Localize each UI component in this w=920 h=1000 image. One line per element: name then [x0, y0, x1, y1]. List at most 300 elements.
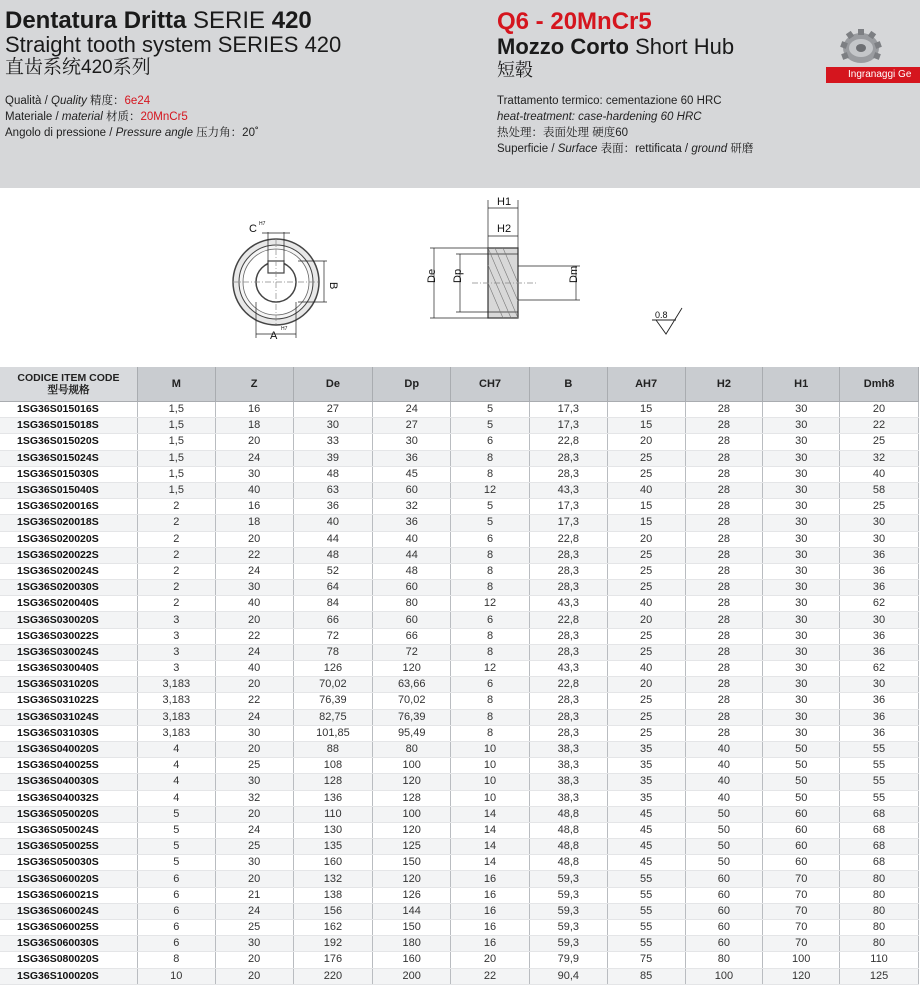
treatment-line-it: Trattamento termico: cementazione 60 HRC [497, 95, 722, 107]
table-cell: 14 [451, 822, 530, 838]
table-cell: 22 [215, 628, 293, 644]
table-cell: 108 [293, 758, 373, 774]
table-cell: 8 [451, 563, 530, 579]
item-code-cell: 1SG36S020018S [0, 515, 137, 531]
table-cell: 120 [763, 968, 840, 984]
item-code-cell: 1SG36S040030S [0, 774, 137, 790]
title-it-plain: SERIE [186, 7, 272, 34]
dim-c-tolerance: H7 [259, 221, 266, 227]
table-cell: 45 [373, 466, 451, 482]
col-header-m: M [137, 367, 215, 402]
table-cell: 25 [840, 434, 919, 450]
table-cell: 45 [607, 855, 685, 871]
table-cell: 8 [451, 628, 530, 644]
table-cell: 101,85 [293, 725, 373, 741]
table-cell: 45 [607, 839, 685, 855]
dim-dm-label: Dm [568, 265, 580, 283]
item-code-cell: 1SG36S050030S [0, 855, 137, 871]
table-cell: 15 [607, 402, 685, 418]
item-code-cell: 1SG36S040032S [0, 790, 137, 806]
table-cell: 22,8 [529, 612, 607, 628]
table-cell: 3,183 [137, 725, 215, 741]
table-cell: 8 [451, 466, 530, 482]
table-cell: 32 [840, 450, 919, 466]
table-cell: 6 [137, 936, 215, 952]
table-row [0, 952, 919, 968]
table-row [0, 677, 919, 693]
table-cell: 100 [373, 758, 451, 774]
table-row [0, 790, 919, 806]
table-cell: 60 [763, 806, 840, 822]
item-code-cell: 1SG36S020020S [0, 531, 137, 547]
table-cell: 24 [373, 402, 451, 418]
item-code-cell: 1SG36S020040S [0, 596, 137, 612]
angle-en: Pressure angle [115, 127, 193, 139]
treatment-line-cn: 热处理：表面处理 硬度60 [497, 127, 628, 139]
table-cell: 40 [685, 758, 763, 774]
table-cell: 192 [293, 936, 373, 952]
table-cell: 135 [293, 839, 373, 855]
col-header-code-cn: 型号规格 [47, 384, 90, 396]
material-specs [5, 93, 259, 141]
table-cell: 55 [840, 790, 919, 806]
table-cell: 40 [840, 466, 919, 482]
table-cell: 24 [215, 563, 293, 579]
table-cell: 132 [293, 871, 373, 887]
table-cell: 14 [451, 806, 530, 822]
title-it-num: 420 [271, 7, 312, 34]
table-cell: 60 [685, 903, 763, 919]
table-cell: 20 [215, 531, 293, 547]
table-cell: 156 [293, 903, 373, 919]
table-cell: 160 [373, 952, 451, 968]
product-title-block [497, 9, 734, 81]
table-cell: 36 [373, 515, 451, 531]
table-cell: 80 [685, 952, 763, 968]
table-cell: 28 [685, 450, 763, 466]
table-cell: 28 [685, 661, 763, 677]
table-cell: 28 [685, 418, 763, 434]
col-header-code [0, 367, 137, 402]
table-cell: 6 [451, 677, 530, 693]
table-cell: 32 [373, 499, 451, 515]
table-cell: 12 [451, 596, 530, 612]
table-cell: 5 [137, 806, 215, 822]
surface-line [497, 141, 753, 157]
table-cell: 40 [685, 790, 763, 806]
item-code-cell: 1SG36S020022S [0, 547, 137, 563]
table-cell: 62 [840, 596, 919, 612]
surface-ground-cn: 研磨 [727, 143, 754, 155]
table-row [0, 725, 919, 741]
table-cell: 14 [451, 855, 530, 871]
table-cell: 6 [451, 612, 530, 628]
item-code-cell: 1SG36S020030S [0, 580, 137, 596]
material-line [5, 109, 259, 125]
table-cell: 30 [763, 402, 840, 418]
table-cell: 126 [373, 887, 451, 903]
table-cell: 176 [293, 952, 373, 968]
table-row [0, 628, 919, 644]
table-cell: 50 [685, 806, 763, 822]
table-cell: 28 [685, 482, 763, 498]
table-cell: 3 [137, 661, 215, 677]
table-cell: 88 [293, 741, 373, 757]
table-cell: 40 [607, 661, 685, 677]
table-cell: 40 [607, 596, 685, 612]
table-cell: 22,8 [529, 531, 607, 547]
table-cell: 58 [840, 482, 919, 498]
table-cell: 6 [451, 434, 530, 450]
table-cell: 8 [451, 693, 530, 709]
table-cell: 5 [451, 515, 530, 531]
item-code-cell: 1SG36S030040S [0, 661, 137, 677]
hub-title-plain: Short Hub [628, 34, 735, 59]
table-cell: 15 [607, 515, 685, 531]
table-cell: 120 [373, 822, 451, 838]
table-cell: 125 [840, 968, 919, 984]
table-cell: 35 [607, 758, 685, 774]
table-cell: 28 [685, 515, 763, 531]
table-cell: 55 [840, 741, 919, 757]
item-code-cell: 1SG36S060030S [0, 936, 137, 952]
table-row [0, 871, 919, 887]
table-cell: 28,3 [529, 628, 607, 644]
table-cell: 6 [137, 903, 215, 919]
material-cn: 材质： [102, 111, 141, 123]
table-cell: 32 [215, 790, 293, 806]
table-cell: 25 [607, 725, 685, 741]
table-cell: 44 [293, 531, 373, 547]
header-panel [0, 0, 920, 188]
table-cell: 20 [215, 968, 293, 984]
table-row [0, 402, 919, 418]
table-cell: 70 [763, 920, 840, 936]
table-cell: 30 [215, 466, 293, 482]
surface-en: Surface [557, 143, 598, 155]
table-row [0, 806, 919, 822]
col-header-z: Z [215, 367, 293, 402]
surface-cn: 表面：rettificata / [597, 143, 692, 155]
table-cell: 22 [840, 418, 919, 434]
table-cell: 48 [293, 547, 373, 563]
table-cell: 25 [607, 709, 685, 725]
table-cell: 6 [137, 887, 215, 903]
side-view [426, 196, 580, 318]
angle-cn: 压力角： [192, 127, 243, 139]
table-cell: 52 [293, 563, 373, 579]
table-cell: 25 [607, 628, 685, 644]
table-cell: 30 [763, 531, 840, 547]
dim-dp-label: Dp [452, 268, 464, 283]
table-cell: 50 [685, 839, 763, 855]
table-cell: 17,3 [529, 515, 607, 531]
item-code-cell: 1SG36S040025S [0, 758, 137, 774]
table-cell: 38,3 [529, 774, 607, 790]
table-cell: 68 [840, 806, 919, 822]
table-cell: 30 [763, 596, 840, 612]
table-cell: 15 [607, 499, 685, 515]
table-cell: 36 [840, 563, 919, 579]
table-row [0, 903, 919, 919]
table-cell: 27 [293, 402, 373, 418]
table-row [0, 774, 919, 790]
table-cell: 22,8 [529, 677, 607, 693]
table-cell: 60 [373, 580, 451, 596]
table-cell: 50 [763, 741, 840, 757]
table-cell: 70 [763, 887, 840, 903]
gear-icon [836, 24, 886, 68]
treatment-en: heat-treatment: case-hardening 60 HRC [497, 111, 702, 123]
material-value: 20MnCr5 [140, 111, 188, 123]
table-cell: 3,183 [137, 709, 215, 725]
table-cell: 100 [685, 968, 763, 984]
dim-h2-label: H2 [497, 223, 512, 235]
table-cell: 5 [137, 822, 215, 838]
table-cell: 10 [137, 968, 215, 984]
table-cell: 55 [607, 903, 685, 919]
table-cell: 16 [451, 871, 530, 887]
table-cell: 60 [763, 839, 840, 855]
item-code-cell: 1SG36S020024S [0, 563, 137, 579]
table-cell: 130 [293, 822, 373, 838]
table-cell: 80 [840, 936, 919, 952]
hub-title-bold: Mozzo Corto [497, 34, 629, 59]
table-cell: 30 [763, 709, 840, 725]
table-cell: 2 [137, 515, 215, 531]
table-cell: 150 [373, 920, 451, 936]
table-cell: 60 [685, 887, 763, 903]
table-cell: 30 [840, 515, 919, 531]
item-code-cell: 1SG36S080020S [0, 952, 137, 968]
table-cell: 68 [840, 855, 919, 871]
table-cell: 30 [215, 855, 293, 871]
table-row [0, 693, 919, 709]
table-cell: 12 [451, 482, 530, 498]
surface-it: Superficie / [497, 143, 558, 155]
table-cell: 72 [373, 644, 451, 660]
table-cell: 8 [137, 952, 215, 968]
item-code-cell: 1SG36S050025S [0, 839, 137, 855]
table-cell: 1,5 [137, 450, 215, 466]
table-cell: 2 [137, 580, 215, 596]
series-title-cn: 直齿系统420系列 [5, 57, 151, 78]
table-cell: 50 [685, 855, 763, 871]
table-cell: 30 [763, 644, 840, 660]
table-cell: 120 [373, 661, 451, 677]
table-cell: 55 [840, 774, 919, 790]
table-cell: 60 [763, 822, 840, 838]
table-cell: 28,3 [529, 466, 607, 482]
hub-title-cn: 短毂 [497, 60, 533, 80]
table-cell: 60 [763, 855, 840, 871]
table-cell: 50 [763, 790, 840, 806]
table-cell: 64 [293, 580, 373, 596]
title-it-bold: Dentatura Dritta [5, 7, 187, 34]
table-cell: 70 [763, 871, 840, 887]
table-cell: 45 [607, 822, 685, 838]
table-cell: 1,5 [137, 482, 215, 498]
table-cell: 48 [293, 466, 373, 482]
table-cell: 28,3 [529, 725, 607, 741]
table-cell: 50 [763, 774, 840, 790]
table-cell: 17,3 [529, 402, 607, 418]
table-cell: 40 [685, 774, 763, 790]
table-cell: 22 [215, 547, 293, 563]
item-code-cell: 1SG36S060024S [0, 903, 137, 919]
table-cell: 1,5 [137, 418, 215, 434]
table-row [0, 839, 919, 855]
table-row [0, 709, 919, 725]
table-cell: 82,75 [293, 709, 373, 725]
col-header-b: B [529, 367, 607, 402]
table-cell: 30 [763, 580, 840, 596]
table-cell: 30 [215, 936, 293, 952]
table-cell: 1,5 [137, 402, 215, 418]
table-cell: 8 [451, 450, 530, 466]
table-cell: 28 [685, 612, 763, 628]
table-cell: 128 [373, 790, 451, 806]
item-code-cell: 1SG36S030022S [0, 628, 137, 644]
table-cell: 30 [763, 466, 840, 482]
table-cell: 59,3 [529, 936, 607, 952]
table-cell: 28,3 [529, 644, 607, 660]
table-cell: 28 [685, 402, 763, 418]
item-code-cell: 1SG36S015030S [0, 466, 137, 482]
grade-title: Q6 - 20MnCr5 [497, 8, 652, 35]
table-cell: 59,3 [529, 903, 607, 919]
table-cell: 60 [685, 871, 763, 887]
table-cell: 138 [293, 887, 373, 903]
table-cell: 5 [451, 418, 530, 434]
material-label: Materiale / [5, 111, 62, 123]
table-cell: 28 [685, 466, 763, 482]
table-cell: 20 [215, 741, 293, 757]
table-cell: 48,8 [529, 822, 607, 838]
table-cell: 6 [137, 871, 215, 887]
table-cell: 150 [373, 855, 451, 871]
table-cell: 38,3 [529, 758, 607, 774]
table-cell: 36 [840, 580, 919, 596]
table-cell: 30 [215, 774, 293, 790]
table-cell: 28 [685, 596, 763, 612]
table-cell: 35 [607, 774, 685, 790]
table-cell: 28,3 [529, 693, 607, 709]
table-cell: 70,02 [293, 677, 373, 693]
table-cell: 25 [840, 499, 919, 515]
table-cell: 28 [685, 531, 763, 547]
table-cell: 36 [840, 644, 919, 660]
table-cell: 80 [840, 887, 919, 903]
table-cell: 80 [840, 903, 919, 919]
table-cell: 128 [293, 774, 373, 790]
surface-ground: ground [691, 143, 728, 155]
table-row [0, 644, 919, 660]
table-cell: 3 [137, 612, 215, 628]
table-row [0, 968, 919, 984]
item-code-cell: 1SG36S031024S [0, 709, 137, 725]
table-cell: 79,9 [529, 952, 607, 968]
angle-label: Angolo di pressione / [5, 127, 116, 139]
table-cell: 30 [840, 612, 919, 628]
table-cell: 12 [451, 661, 530, 677]
table-cell: 30 [763, 661, 840, 677]
table-cell: 28 [685, 434, 763, 450]
table-cell: 30 [840, 531, 919, 547]
table-cell: 126 [293, 661, 373, 677]
table-cell: 2 [137, 547, 215, 563]
table-cell: 4 [137, 790, 215, 806]
table-cell: 60 [685, 936, 763, 952]
col-header-ah7: AH7 [607, 367, 685, 402]
col-header-ch7: CH7 [451, 367, 530, 402]
table-cell: 40 [215, 661, 293, 677]
table-cell: 30 [763, 547, 840, 563]
dim-c-label: C [249, 223, 257, 235]
table-cell: 48 [373, 563, 451, 579]
table-cell: 59,3 [529, 871, 607, 887]
table-cell: 28,3 [529, 450, 607, 466]
table-cell: 20 [215, 677, 293, 693]
table-body [0, 402, 919, 985]
table-cell: 14 [451, 839, 530, 855]
table-cell: 30 [840, 677, 919, 693]
table-cell: 100 [763, 952, 840, 968]
table-cell: 20 [840, 402, 919, 418]
table-cell: 43,3 [529, 661, 607, 677]
table-cell: 5 [137, 839, 215, 855]
table-cell: 36 [840, 693, 919, 709]
table-cell: 76,39 [373, 709, 451, 725]
item-code-cell: 1SG36S015016S [0, 402, 137, 418]
table-cell: 28 [685, 709, 763, 725]
table-row [0, 612, 919, 628]
table-cell: 70,02 [373, 693, 451, 709]
table-cell: 30 [373, 434, 451, 450]
table-cell: 68 [840, 839, 919, 855]
table-cell: 48,8 [529, 806, 607, 822]
table-cell: 20 [607, 612, 685, 628]
table-cell: 30 [763, 563, 840, 579]
table-row [0, 466, 919, 482]
table-cell: 5 [137, 855, 215, 871]
table-cell: 39 [293, 450, 373, 466]
table-cell: 60 [373, 482, 451, 498]
table-cell: 22 [451, 968, 530, 984]
table-cell: 16 [215, 402, 293, 418]
table-cell: 40 [373, 531, 451, 547]
table-cell: 20 [451, 952, 530, 968]
table-cell: 110 [293, 806, 373, 822]
table-row [0, 741, 919, 757]
item-code-cell: 1SG36S015018S [0, 418, 137, 434]
table-cell: 30 [763, 677, 840, 693]
table-cell: 16 [451, 903, 530, 919]
table-cell: 40 [215, 482, 293, 498]
item-code-cell: 1SG36S031022S [0, 693, 137, 709]
table-cell: 100 [373, 806, 451, 822]
front-view [232, 221, 339, 342]
table-cell: 200 [373, 968, 451, 984]
item-code-cell: 1SG36S020016S [0, 499, 137, 515]
table-cell: 24 [215, 709, 293, 725]
item-code-cell: 1SG36S030024S [0, 644, 137, 660]
table-row [0, 482, 919, 498]
material-en: material [61, 111, 103, 123]
table-cell: 43,3 [529, 596, 607, 612]
table-cell: 15 [607, 418, 685, 434]
table-cell: 18 [215, 515, 293, 531]
